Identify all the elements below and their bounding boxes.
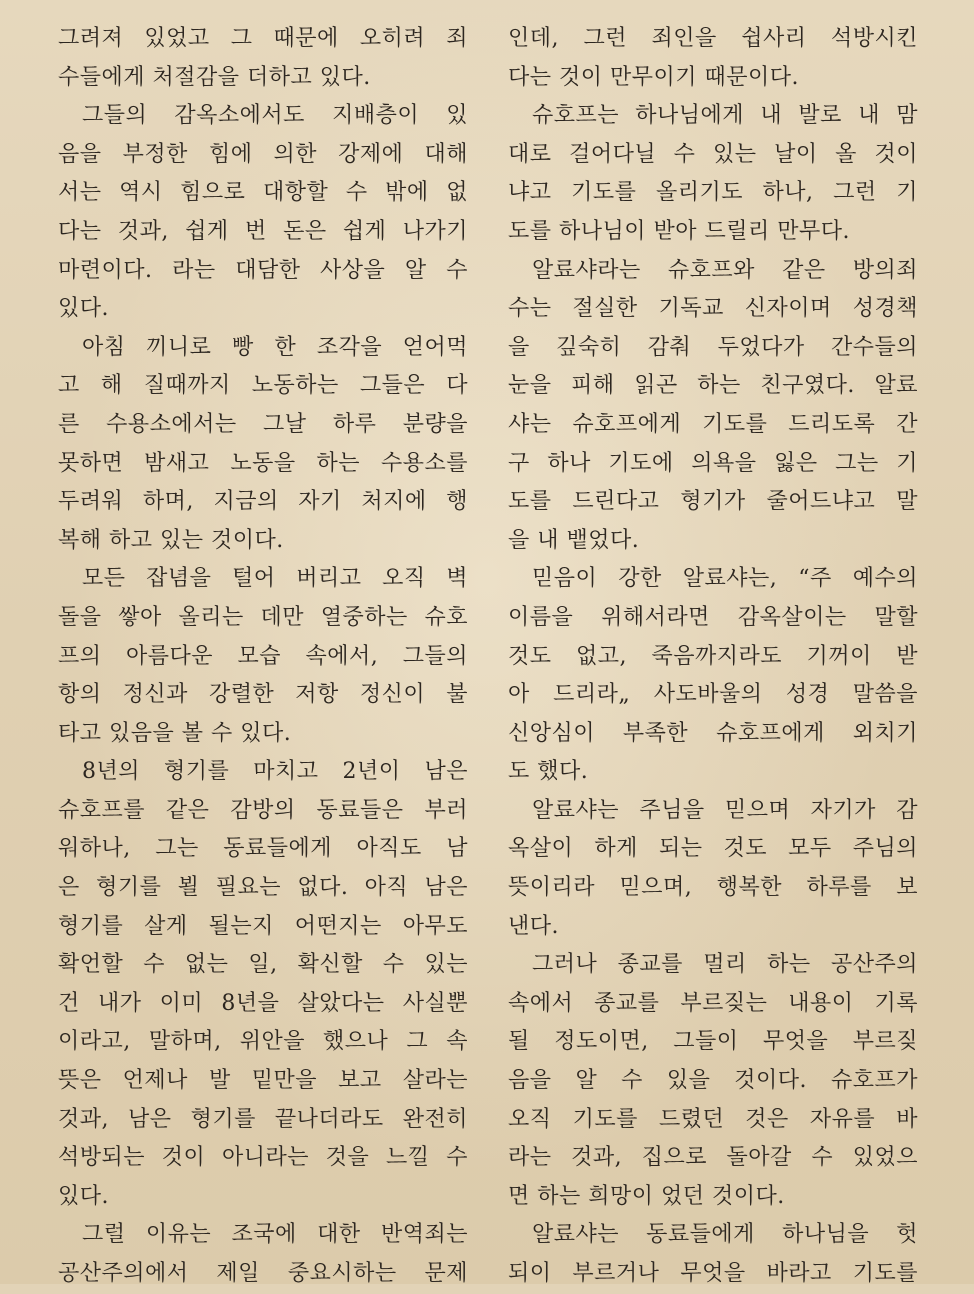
text-line: 눈을 피해 읽곤 하는 친구였다. 알료: [508, 373, 918, 399]
left-text-column: [58, 20, 468, 1294]
text-line: 낸다.: [508, 913, 559, 939]
text-line: 라는 것과, 집으로 돌아갈 수 있었으: [508, 1145, 918, 1171]
text-line: 석방되는 것이 아니라는 것을 느낄 수: [58, 1145, 468, 1171]
text-line: 알료샤는 주님을 믿으며 자기가 감: [532, 797, 918, 823]
text-line: 구 하나 기도에 의욕을 잃은 그는 기: [508, 450, 918, 476]
text-line: 모든 잡념을 털어 버리고 오직 벽: [82, 566, 468, 592]
text-line: 것도 없고, 죽음까지라도 기꺼이 받: [508, 643, 918, 669]
text-line: 복해 하고 있는 것이다.: [58, 527, 284, 553]
text-line: 되이 부르거나 무엇을 바라고 기도를: [508, 1261, 918, 1286]
text-line: 믿음이 강한 알료샤는, “주 예수의: [532, 566, 918, 592]
text-line: 슈호프를 같은 감방의 동료들은 부러: [58, 797, 468, 823]
text-line: 이름을 위해서라면 감옥살이는 말할: [508, 604, 918, 630]
text-line: 을 내 뱉었다.: [508, 527, 640, 553]
text-line: 돌을 쌓아 올리는 데만 열중하는 슈호: [58, 604, 468, 630]
text-line: 알료샤는 동료들에게 하나님을 헛: [532, 1222, 918, 1248]
text-line: 될 정도이면, 그들이 무엇을 부르짖: [508, 1029, 918, 1055]
text-line: 공산주의에서 제일 중요시하는 문제: [58, 1261, 468, 1286]
text-line: 아 드리라„ 사도바울의 성경 말씀을: [508, 682, 918, 708]
text-line: 을 깊숙히 감춰 두었다가 간수들의: [508, 334, 918, 360]
text-line: 타고 있음을 볼 수 있다.: [58, 720, 292, 746]
text-line: 다는 것이 만무이기 때문이다.: [508, 64, 799, 90]
text-line: 두려워 하며, 지금의 자기 처지에 행: [58, 489, 468, 515]
text-line: 아침 끼니로 빵 한 조각을 얻어먹: [82, 334, 468, 360]
right-text-column: [508, 20, 918, 1294]
text-line: 이라고, 말하며, 위안을 했으나 그 속: [58, 1029, 468, 1055]
text-line: 항의 정신과 강렬한 저항 정신이 불: [58, 682, 468, 708]
text-line: 슈호프는 하나님에게 내 발로 내 맘: [532, 103, 918, 129]
text-line: 도를 하나님이 받아 드릴리 만무다.: [508, 218, 850, 244]
text-line: 신앙심이 부족한 슈호프에게 외치기: [508, 720, 918, 746]
text-line: 뜻은 언제나 발 밑만을 보고 살라는: [58, 1068, 468, 1094]
text-line: 옥살이 하게 되는 것도 모두 주님의: [508, 836, 918, 862]
text-line: 샤는 슈호프에게 기도를 드리도록 간: [508, 411, 918, 437]
text-line: 인데, 그런 죄인을 쉽사리 석방시킨: [508, 26, 918, 51]
text-line: 른 수용소에서는 그날 하루 분량을: [58, 411, 468, 437]
text-line: 냐고 기도를 올리기도 하나, 그런 기: [508, 180, 918, 206]
text-line: 못하면 밤새고 노동을 하는 수용소를: [58, 450, 468, 476]
text-line: 은 형기를 뵐 필요는 없다. 아직 남은: [58, 875, 468, 901]
text-line: 면 하는 희망이 었던 것이다.: [508, 1183, 785, 1209]
text-line: 수들에게 처절감을 더하고 있다.: [58, 64, 371, 90]
text-line: 음을 알 수 있을 것이다. 슈호프가: [508, 1068, 918, 1094]
text-line: 형기를 살게 될는지 어떤지는 아무도: [58, 913, 468, 939]
text-line: 확언할 수 없는 일, 확신할 수 있는: [58, 952, 468, 978]
text-line: 속에서 종교를 부르짖는 내용이 기록: [508, 990, 918, 1016]
text-line: 있다.: [58, 296, 109, 322]
text-line: 도를 드린다고 형기가 줄어드냐고 말: [508, 489, 918, 515]
text-line: 건 내가 이미 8년을 살았다는 사실뿐: [58, 990, 468, 1016]
text-line: 수는 절실한 기독교 신자이며 성경책: [508, 296, 918, 322]
text-line: 프의 아름다운 모습 속에서, 그들의: [58, 643, 468, 669]
text-line: 것과, 남은 형기를 끝나더라도 완전히: [58, 1106, 468, 1132]
text-line: 그들의 감옥소에서도 지배층이 있: [82, 103, 468, 129]
text-line: 대로 걸어다닐 수 있는 날이 올 것이: [508, 141, 918, 167]
text-line: 다는 것과, 쉽게 번 돈은 쉽게 나가기: [58, 218, 468, 244]
text-line: 8년의 형기를 마치고 2년이 남은: [82, 759, 468, 785]
text-line: 그러나 종교를 멀리 하는 공산주의: [532, 952, 918, 978]
text-line: 오직 기도를 드렸던 것은 자유를 바: [508, 1106, 918, 1132]
text-line: 뜻이리라 믿으며, 행복한 하루를 보: [508, 875, 918, 901]
text-line: 서는 역시 힘으로 대항할 수 밖에 없: [58, 180, 468, 206]
text-line: 고 해 질때까지 노동하는 그들은 다: [58, 373, 468, 399]
text-line: 알료샤라는 슈호프와 같은 방의죄: [532, 257, 918, 283]
text-line: 마련이다. 라는 대담한 사상을 알 수: [58, 257, 468, 283]
text-line: 있다.: [58, 1183, 109, 1209]
text-line: 도 했다.: [508, 759, 589, 785]
text-line: 그럴 이유는 조국에 대한 반역죄는: [82, 1222, 468, 1248]
text-line: 그려져 있었고 그 때문에 오히려 죄: [58, 26, 468, 51]
text-line: 음을 부정한 힘에 의한 강제에 대해: [58, 141, 468, 167]
text-line: 워하나, 그는 동료들에게 아직도 남: [58, 836, 468, 862]
